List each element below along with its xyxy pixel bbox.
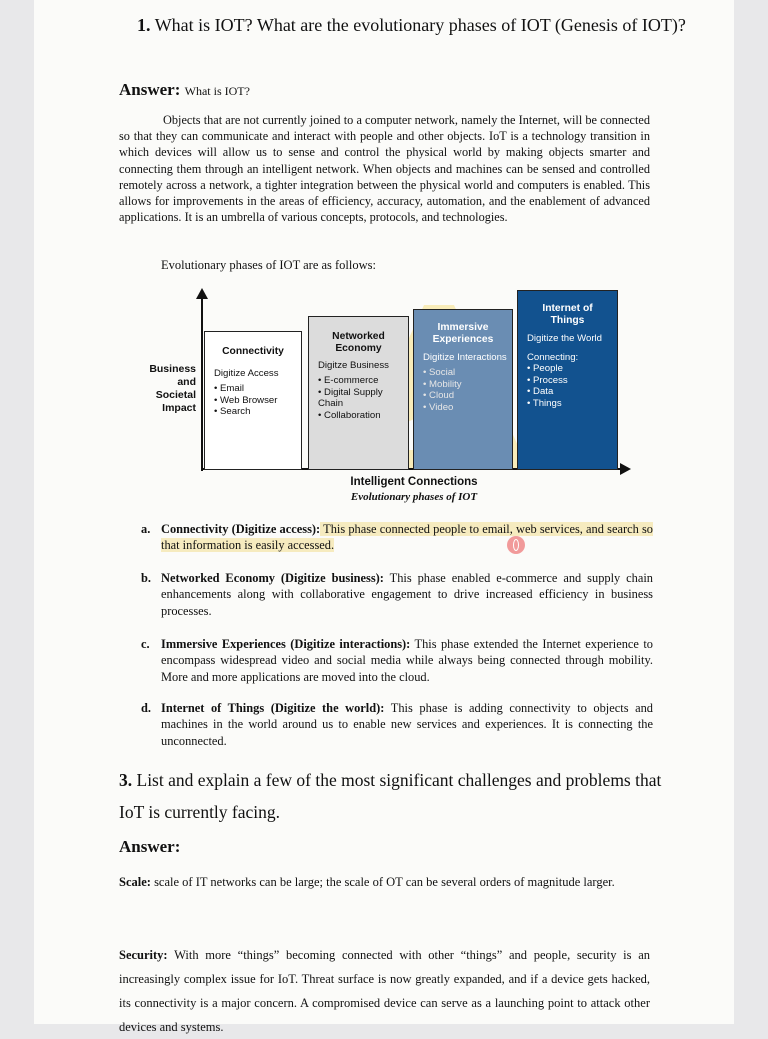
list-term: Internet of Things (Digitize the world): [161,701,385,715]
evolution-diagram [134,285,654,510]
question-number: 3. [119,770,133,790]
phase-intro: Connecting: [527,352,579,363]
y-axis [201,297,203,471]
phase-box-immersive-experiences [413,309,513,470]
answer-1-label [119,80,250,100]
phase-item: • Process [527,375,617,387]
phase-box-internet-of-things [517,290,618,470]
answer-label: Answer: [119,837,181,856]
phase-items [309,375,408,421]
phase-item: • People [527,363,617,375]
question-3-heading [119,764,679,828]
phase-item: • E-commerce [318,375,408,387]
phase-item: • Video [423,402,512,414]
challenge-text: scale of IT networks can be large; the scale of OT can be several orders of magnitude larger. [150,875,615,889]
evolution-intro: Evolutionary phases of IOT are as follows: [161,258,376,272]
watermark-o-icon [507,536,525,554]
question-title: What is IOT? What are the evolutionary phases of IOT (Genesis of IOT)? [154,15,686,35]
phase-subtitle: Digitize Access [214,368,279,379]
x-axis-label: Intelligent Connections [350,476,478,488]
list-text: This phase enabled e-commerce and supply chain enhancements along with collaborative engagement to drive increased efficiency in business processes. [161,571,653,618]
phase-item: • Things [527,398,617,410]
phase-subtitle: Digitze Business [318,360,389,371]
phase-item: • Digital Supply Chain [318,387,408,410]
challenge-scale [119,870,650,894]
answer-label: Answer: [119,80,181,99]
iot-definition-paragraph: Objects that are not currently joined to a computer network, namely the Internet, will be connected so that they can communicate and interact with people and other objects. IoT is a technology transition in which devices will allow us to sense and control the physical world by making objects smarter and connecting them through an intelligent network. When objects and machines can be sensed and controlled remotely across a network, a tighter integration between the physical world and computers is enabled. This allows for improvements in the areas of efficiency, accuracy, automation, and the enablement of advanced applications. It is an umbrella of various concepts, protocols, and technologies. [119,113,650,225]
figure-caption: Evolutionary phases of IOT [350,491,478,503]
phase-title: Internet of Things [542,303,593,326]
question-title: List and explain a few of the most significant challenges and problems that IoT is currently facing. [119,770,662,822]
list-letter: b. [141,571,151,585]
list-text: This phase extended the Internet experience to encompass widespread video and social media while always being connected through mobility. More and more applications are moved into the cloud. [161,637,653,684]
phase-title: Immersive Experiences [432,322,494,345]
phase-list-item [141,570,653,619]
list-letter: c. [141,637,150,651]
phase-subtitle: Digitize the World [527,333,603,344]
x-axis-arrowhead [620,463,631,475]
phase-box-networked-economy [308,316,409,470]
list-letter: d. [141,701,151,715]
challenge-security [119,943,650,1039]
y-axis-label: Business and Societal Impact [149,363,196,414]
list-term: Networked Economy (Digitize business): [161,571,384,585]
answer-subheading: What is IOT? [184,84,250,98]
phase-list-item [141,700,653,749]
phase-title: Connectivity [222,346,284,357]
phase-list-item [141,521,653,554]
question-number: 1. [137,15,151,35]
phase-item: • Collaboration [318,410,408,422]
phase-subtitle: Digitize Interactions [423,352,507,363]
list-term: Immersive Experiences (Digitize interactions): [161,637,411,651]
phase-item: • Search [214,406,301,418]
phase-items [414,367,512,413]
question-1-heading [137,9,697,41]
challenge-term: Scale: [119,875,151,889]
phase-list-item [141,636,653,685]
phase-item: • Email [214,383,301,395]
list-term: Connectivity (Digitize access): [161,522,321,536]
phase-title: Networked Economy [332,331,385,354]
phase-items [518,363,617,409]
phase-item: • Cloud [423,390,512,402]
phase-item: • Mobility [423,379,512,391]
phase-item: • Web Browser [214,395,301,407]
phase-item: • Data [527,386,617,398]
phase-item: • Social [423,367,512,379]
phase-box-connectivity [204,331,302,470]
list-letter: a. [141,522,151,536]
answer-3-label [119,837,180,857]
document-page [34,0,734,1034]
challenge-text: With more “things” becoming connected with other “things” and people, security is an increasingly complex issue for IoT. Threat surface is now greatly expanded, and if a device gets hacked, its connectivity is a major concern. A compromised device can serve as a launching point to attack other devices and systems. [119,948,650,1034]
challenge-term: Security: [119,948,168,962]
list-text: This phase is adding connectivity to objects and machines in the world around us to enable new services and experiences. It is connecting the unconnected. [161,701,653,748]
list-text: This phase connected people to email, web services, and search so that information is easily accessed. [161,522,653,553]
phase-items [205,383,301,418]
